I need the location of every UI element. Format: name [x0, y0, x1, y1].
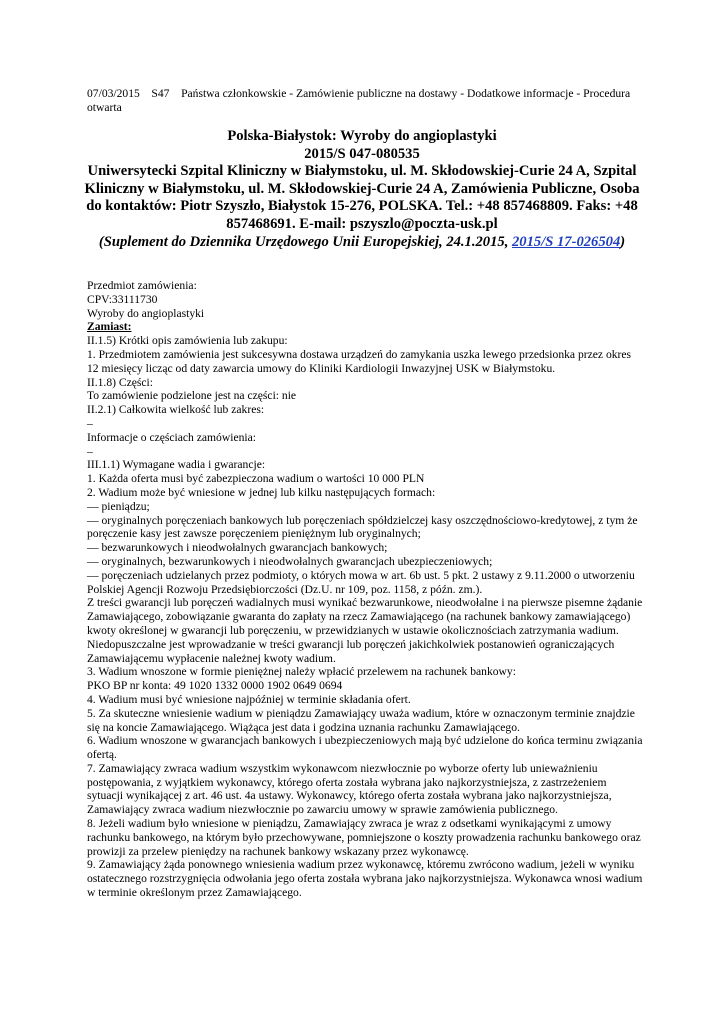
contracting-authority: Uniwersytecki Szpital Kliniczny w Białymstoku, ul. M. Skłodowskiej-Curie 24 A, Szpital Kliniczny w Białymstoku, ul. M. Skłodowskiej-Curie 24 A, Zamówienia Publiczne, Osoba do kontaktów: Piotr Szyszło, Białystok 15-276, POLSKA. Tel.: +48 857468809. Faks: +48 857468691. E-mail: pszyszlo@poczta-usk.pl	[84, 163, 640, 232]
paragraph: 2. Wadium może być wniesione w jednej lub kilku następujących formach:	[87, 485, 436, 499]
paragraph: 9. Zamawiający żąda ponownego wniesienia wadium przez wykonawcę, któremu zwrócono wadium, jeżeli w wyniku ostatecznego rozstrzygnięcia odwołania jego oferta została wybrana jako najkorzystniejsza. Wykonawca wnosi wadium w terminie określonym przez Zamawiającego.	[87, 858, 643, 900]
paragraph: — poręczeniach udzielanych przez podmioty, o których mowa w art. 6b ust. 5 pkt. 2 ustawy z 9.11.2000 o utworzeniu Polskiej Agencji Rozwoju Przedsiębiorczości (Dz.U. nr 109, poz. 1158, z późn. zm.).	[87, 568, 635, 596]
title-number: 2015/S 047-080535	[304, 145, 420, 162]
supplement-link[interactable]: 2015/S 17-026504	[512, 233, 621, 250]
paragraph: — bezwarunkowych i nieodwołalnych gwarancjach bankowych;	[87, 541, 388, 555]
paragraph: II.1.8) Części:	[87, 375, 153, 389]
issue-code: S47	[151, 87, 170, 100]
paragraph: Informacje o częściach zamówienia:	[87, 430, 256, 444]
paragraph: Wyroby do angioplastyki	[87, 306, 205, 320]
instead-heading: Zamiast:	[87, 320, 132, 334]
paragraph: II.1.5) Krótki opis zamówienia lub zakupu:	[87, 334, 288, 348]
paragraph: 5. Za skuteczne wniesienie wadium w pieniądzu Zamawiający uważa wadium, które w oznaczonym terminie znajdzie się na koncie Zamawiającego. Wiążąca jest data i godzina uznania rachunku Zamawiającego.	[87, 706, 635, 734]
paragraph: — oryginalnych, bezwarunkowych i nieodwołalnych gwarancjach ubezpieczeniowych;	[87, 554, 493, 568]
supplement-prefix: (Suplement do Dziennika Urzędowego Unii Europejskiej, 24.1.2015,	[98, 233, 512, 250]
paragraph: 3. Wadium wnoszone w formie pieniężnej należy wpłacić przelewem na rachunek bankowy:	[87, 665, 516, 679]
paragraph: 1. Każda oferta musi być zabezpieczona wadium o wartości 10 000 PLN	[87, 472, 425, 486]
paragraph: III.1.1) Wymagane wadia i gwarancje:	[87, 458, 266, 472]
notice-type: Państwa członkowskie - Zamówienie publiczne na dostawy - Dodatkowe informacje - Procedura otwarta	[87, 87, 631, 114]
paragraph: PKO BP nr konta: 49 1020 1332 0000 1902 0649 0694	[87, 679, 343, 693]
paragraph: 4. Wadium musi być wniesione najpóźniej w terminie składania ofert.	[87, 692, 411, 706]
paragraph: 6. Wadium wnoszone w gwarancjach bankowych i ubezpieczeniowych mają być udzielone do końca terminu związania ofertą.	[87, 734, 643, 762]
paragraph: CPV:33111730	[87, 292, 158, 306]
paragraph: 7. Zamawiający zwraca wadium wszystkim wykonawcom niezwłocznie po wyborze oferty lub unieważnieniu postępowania, z wyjątkiem wykonawcy, którego oferta została wybrana jako najkorzystniejsza, z zastrzeżeniem sytuacji wynikającej z art. 46 ust. 4a ustawy. Wykonawcy, którego oferta została wybrana jako najkorzystniejsza, Zamawiający zwraca wadium niezwłocznie po zawarciu umowy w sprawie zamówienia publicznego.	[87, 761, 612, 817]
paragraph: –	[87, 444, 93, 458]
supplement-reference	[80, 234, 644, 252]
paragraph: Z treści gwarancji lub poręczeń wadialnych musi wynikać bezwarunkowe, nieodwołalne i na pierwsze pisemne żądanie Zamawiającego, zobowiązanie gwaranta do zapłaty na rzecz Zamawiającego (na rachunek bankowy zamawiającego) kwoty określonej w gwarancji lub poręczeniu, w przewidzianych w ustawie okolicznościach zatrzymania wadium. Niedopuszczalne jest wprowadzanie w treści gwarancji lub poręczeń jakichkolwiek postanowień ograniczających Zamawiającemu wypłacenie należnej kwoty wadium.	[87, 596, 643, 665]
notice-title	[80, 128, 644, 251]
paragraph: — pieniądzu;	[87, 499, 150, 513]
publication-date: 07/03/2015	[87, 87, 140, 100]
notice-header	[87, 87, 647, 115]
paragraph: To zamówienie podzielone jest na części: nie	[87, 389, 297, 403]
supplement-suffix: )	[620, 233, 626, 250]
paragraph: II.2.1) Całkowita wielkość lub zakres:	[87, 403, 265, 417]
title-location: Polska-Białystok: Wyroby do angioplastyki	[227, 128, 497, 144]
paragraph: — oryginalnych poręczeniach bankowych lub poręczeniach spółdzielczej kasy oszczędnościowo-kredytowej, z tym że poręczenie kasy jest zawsze poręczeniem pieniężnym lub oryginalnych;	[87, 513, 638, 541]
notice-body	[87, 279, 643, 900]
paragraph: 8. Jeżeli wadium było wniesione w pieniądzu, Zamawiający zwraca je wraz z odsetkami wynikającymi z umowy rachunku bankowego, na którym było przechowywane, pomniejszone o koszty prowadzenia rachunku bankowego oraz prowizji za przelew pieniędzy na rachunek bankowy wskazany przez wykonawcę.	[87, 817, 641, 858]
paragraph: 1. Przedmiotem zamówienia jest sukcesywna dostawa urządzeń do zamykania uszka lewego przedsionka przez okres 12 miesięcy licząc od daty zawarcia umowy do Kliniki Kardiologii Inwazyjnej USK w Białymstoku.	[87, 347, 632, 375]
paragraph: Przedmiot zamówienia:	[87, 279, 197, 292]
paragraph: –	[87, 416, 93, 430]
